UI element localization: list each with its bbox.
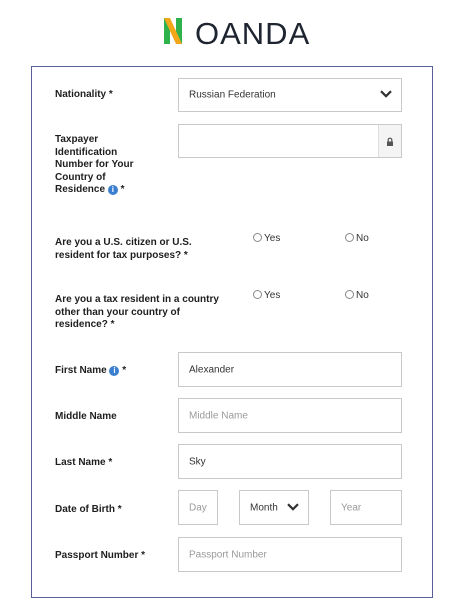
tin-label-line: Country of [55, 171, 106, 183]
form-card [31, 66, 433, 598]
tin-label-line: Taxpayer [55, 134, 99, 145]
first-name-input[interactable] [178, 352, 402, 387]
first-name-label-text: First Name [55, 365, 107, 376]
last-name-input[interactable] [178, 444, 402, 479]
tax-resident-label-line: residence? * [55, 319, 115, 330]
dob-label: Date of Birth * [55, 504, 122, 515]
radio-circle [345, 290, 354, 299]
us-citizen-yes-radio[interactable] [253, 233, 280, 244]
tax-resident-no-radio[interactable] [345, 290, 369, 301]
middle-name-input[interactable] [178, 398, 402, 433]
tin-label-line: Number for Your [55, 159, 134, 170]
logo-text: OANDA [195, 16, 311, 51]
oanda-mark-icon [156, 14, 190, 48]
first-name-value: Alexander [189, 364, 235, 375]
radio-circle [253, 233, 262, 242]
passport-placeholder: Passport Number [189, 549, 267, 560]
last-name-value: Sky [189, 456, 206, 467]
tin-label [55, 134, 134, 197]
nationality-value: Russian Federation [189, 89, 276, 101]
tax-resident-yes-radio[interactable] [253, 290, 280, 301]
us-citizen-label [55, 237, 192, 262]
chevron-down-icon [380, 90, 392, 98]
passport-label: Passport Number * [55, 550, 146, 561]
oanda-logo [0, 14, 454, 54]
radio-label: No [356, 290, 369, 301]
passport-input[interactable] [178, 537, 402, 572]
radio-circle [253, 290, 262, 299]
nationality-label: Nationality * [55, 89, 113, 100]
dob-month-select[interactable] [239, 490, 309, 525]
dob-day-placeholder: Day [189, 502, 207, 513]
tax-resident-label [55, 294, 219, 332]
info-icon[interactable]: i [109, 366, 119, 376]
tin-label-line [55, 184, 134, 197]
dob-year-input[interactable] [330, 490, 402, 525]
nationality-select[interactable] [178, 78, 402, 112]
radio-label: No [356, 233, 369, 244]
tax-resident-label-line: other than your country of [55, 306, 180, 318]
tin-input[interactable] [178, 124, 402, 158]
required-marker: * [122, 365, 127, 376]
us-citizen-label-line: Are you a U.S. citizen or U.S. [55, 237, 192, 248]
tin-label-line: Identification [55, 146, 118, 158]
last-name-label: Last Name * [55, 457, 113, 468]
us-citizen-no-radio[interactable] [345, 233, 369, 244]
radio-label: Yes [264, 233, 281, 244]
chevron-down-icon [287, 503, 299, 511]
middle-name-placeholder: Middle Name [189, 410, 248, 421]
dob-day-input[interactable] [178, 490, 218, 525]
required-marker: * [120, 184, 125, 195]
radio-circle [345, 233, 354, 242]
lock-cell [378, 125, 401, 157]
middle-name-label: Middle Name [55, 411, 117, 422]
tin-label-last: Residence [55, 184, 106, 195]
dob-year-placeholder: Year [341, 502, 362, 513]
radio-label: Yes [264, 290, 281, 301]
first-name-label [55, 365, 126, 378]
lock-icon [385, 137, 395, 147]
dob-month-value: Month [250, 502, 278, 513]
info-icon[interactable]: i [108, 185, 118, 195]
us-citizen-label-line: resident for tax purposes? * [55, 249, 188, 261]
tax-resident-label-line: Are you a tax resident in a country [55, 294, 219, 305]
